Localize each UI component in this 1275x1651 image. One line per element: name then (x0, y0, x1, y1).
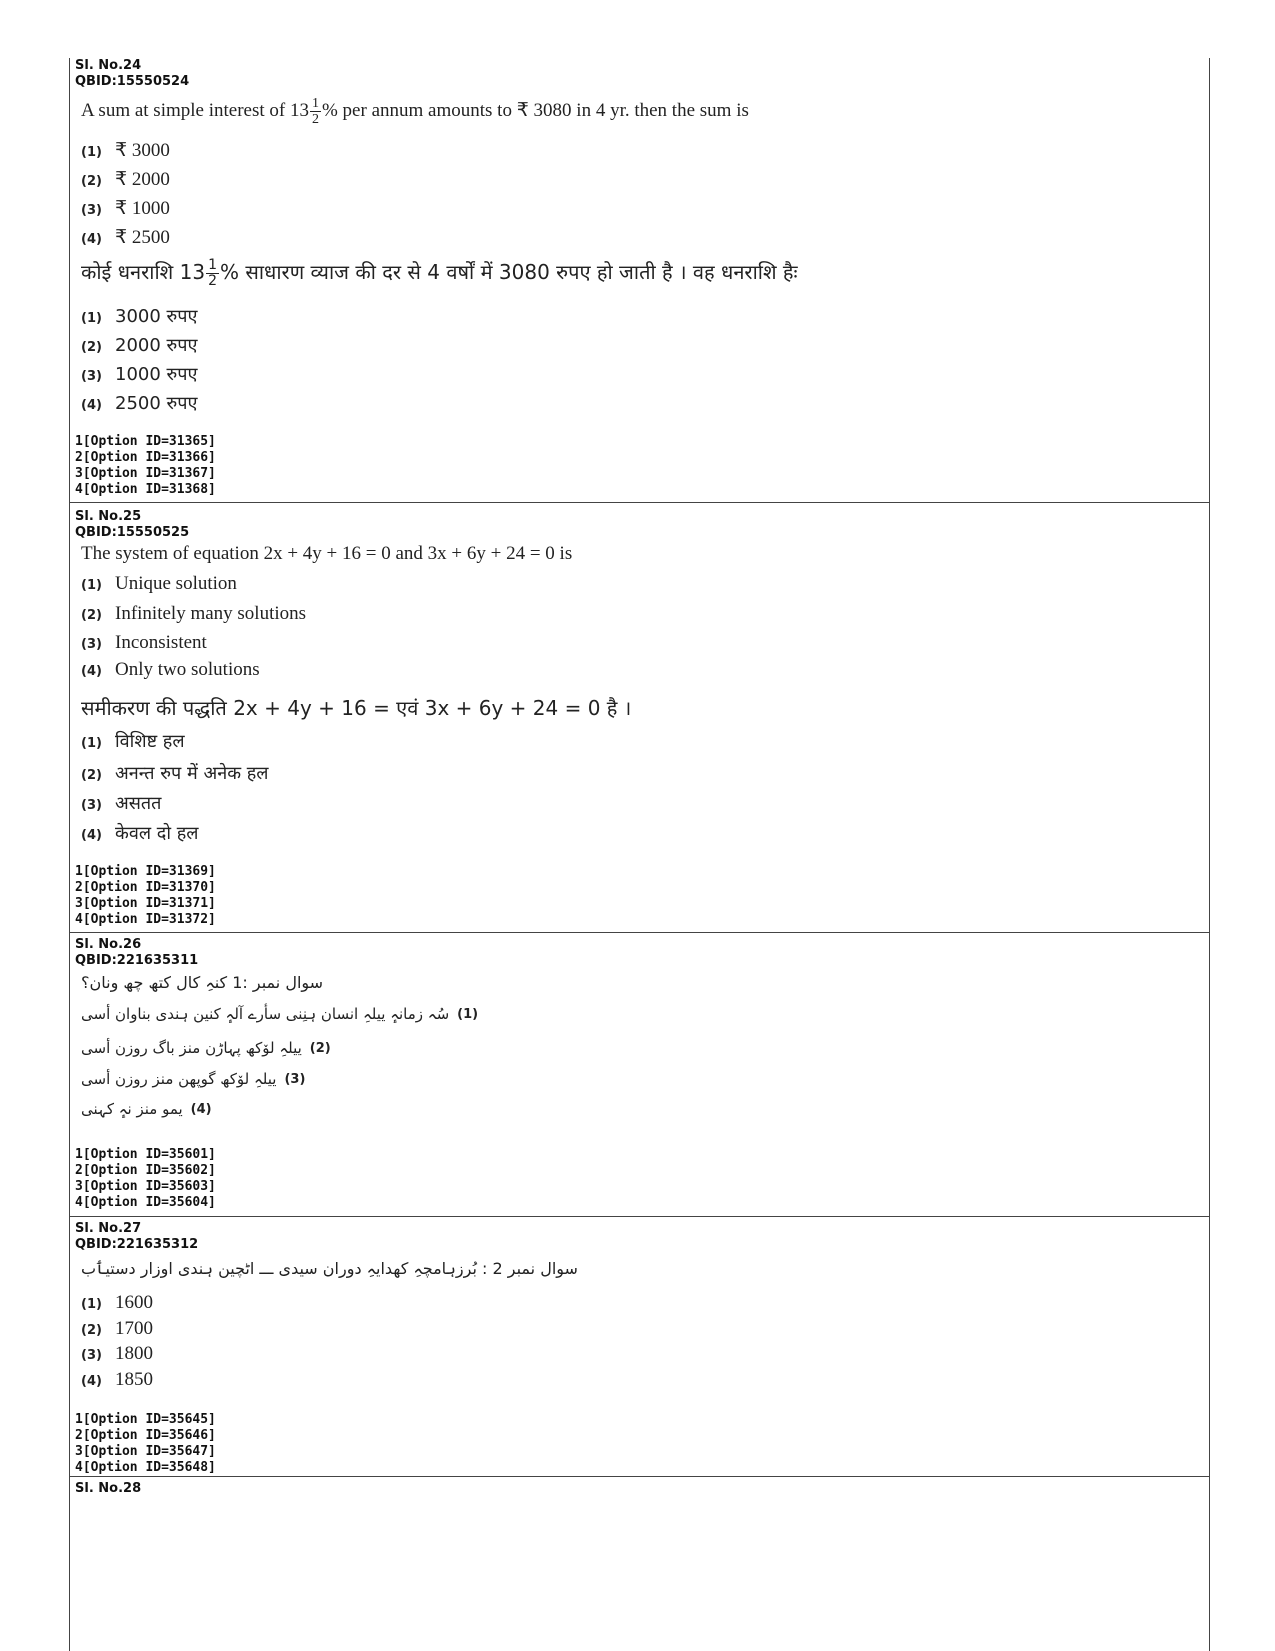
option-id: 2[Option ID=31370] (75, 880, 216, 895)
option-ur-3: (3) ییلہِ لۆکھ گوپھن منز روزن أسی (81, 1070, 306, 1088)
option-id: 1[Option ID=35645] (75, 1412, 216, 1427)
option-hi-2: (2) अनन्त रुप में अनेक हल (81, 763, 269, 784)
question-block-28 (70, 1477, 1209, 1651)
option-id-list (75, 1412, 216, 1476)
question-text-hi: समीकरण की पद्धति 2x + 4y + 16 = एवं 3x + 6y + 24 = 0 है । (81, 696, 632, 720)
question-text-ur: سوال نمبر 2 : بُرزہامچہِ کھدایہِ دوران سیدی ـــ اٹچین ہندی اوزار دستیٲب (81, 1259, 578, 1278)
option-en-3: (3) Inconsistent (81, 632, 207, 653)
option-id: 1[Option ID=31365] (75, 434, 216, 449)
option-id: 4[Option ID=35648] (75, 1460, 216, 1475)
question-block-25 (70, 503, 1209, 933)
option-en-2: (2) ₹ 2000 (81, 169, 170, 190)
option-en-1: (1) ₹ 3000 (81, 140, 170, 161)
serial-number: Sl. No.26 (75, 937, 142, 952)
option-id: 3[Option ID=31367] (75, 466, 216, 481)
question-block-26 (70, 933, 1209, 1217)
option-en-1: (1) Unique solution (81, 573, 237, 594)
qbid: QBID:15550525 (75, 525, 190, 540)
question-paper (69, 58, 1210, 1651)
option-hi-1: (1) विशिष्ट हल (81, 731, 185, 752)
option-en-4: (4) Only two solutions (81, 659, 260, 680)
option-id-list (75, 1147, 216, 1211)
option-id: 2[Option ID=31366] (75, 450, 216, 465)
option-ur-4: (4) یمو منز نہٕ کہنی (81, 1100, 212, 1118)
fraction: $\frac{1}{2}$ (311, 96, 319, 127)
option-id: 3[Option ID=35603] (75, 1179, 216, 1194)
option-1: (1) 1600 (81, 1292, 153, 1313)
option-id: 1[Option ID=31369] (75, 864, 216, 879)
option-id-list (75, 434, 216, 498)
option-id: 4[Option ID=31372] (75, 912, 216, 927)
option-id: 3[Option ID=31371] (75, 896, 216, 911)
question-text-en: The system of equation 2x + 4y + 16 = 0 and 3x + 6y + 24 = 0 is (81, 543, 573, 564)
option-3: (3) 1800 (81, 1343, 153, 1364)
qbid: QBID:15550524 (75, 74, 190, 89)
fraction: $\frac{1}{2}$ (208, 257, 217, 289)
option-hi-4: (4) 2500 रुपए (81, 393, 198, 414)
option-id: 4[Option ID=31368] (75, 482, 216, 497)
question-block-27 (70, 1217, 1209, 1477)
option-2: (2) 1700 (81, 1318, 153, 1339)
qbid: QBID:221635312 (75, 1237, 199, 1252)
option-4: (4) 1850 (81, 1369, 153, 1390)
option-en-3: (3) ₹ 1000 (81, 198, 170, 219)
option-hi-1: (1) 3000 रुपए (81, 306, 198, 327)
serial-number: Sl. No.25 (75, 509, 142, 524)
option-en-4: (4) ₹ 2500 (81, 227, 170, 248)
serial-number: Sl. No.28 (75, 1481, 142, 1496)
option-hi-3: (3) 1000 रुपए (81, 364, 198, 385)
option-en-2: (2) Infinitely many solutions (81, 603, 307, 624)
option-id: 2[Option ID=35646] (75, 1428, 216, 1443)
option-hi-2: (2) 2000 रुपए (81, 335, 198, 356)
serial-number: Sl. No.27 (75, 1221, 142, 1236)
option-ur-1: (1) سُہ زمانہٕ ییلہِ انسان ہنِنی سأرے آلہٕ کنین ہندی بناوان أسی (81, 1005, 479, 1023)
question-text-en: A sum at simple interest of 13 $\frac{1}{2}$ % per annum amounts to ₹ 3080 in 4 yr. then the sum is (81, 96, 749, 127)
option-id: 2[Option ID=35602] (75, 1163, 216, 1178)
serial-number: Sl. No.24 (75, 58, 142, 73)
question-block-24 (70, 58, 1209, 503)
option-id-list (75, 864, 216, 928)
option-ur-2: (2) ییلہِ لۆکھ پہاڑن منز باگ روزن أسی (81, 1039, 331, 1057)
question-text-hi: कोई धनराशि 13 $\frac{1}{2}$ % साधारण व्याज की दर से 4 वर्षों में 3080 रुपए हो जाती है । वह धनराशि हैः (81, 257, 798, 289)
question-text-ur: سوال نمبر :1 کنہِ کال کتھ چھ ونان؟ (81, 973, 324, 992)
option-id: 3[Option ID=35647] (75, 1444, 216, 1459)
qbid: QBID:221635311 (75, 953, 199, 968)
option-hi-4: (4) केवल दो हल (81, 823, 199, 844)
option-id: 4[Option ID=35604] (75, 1195, 216, 1210)
option-id: 1[Option ID=35601] (75, 1147, 216, 1162)
option-hi-3: (3) असतत (81, 793, 162, 814)
